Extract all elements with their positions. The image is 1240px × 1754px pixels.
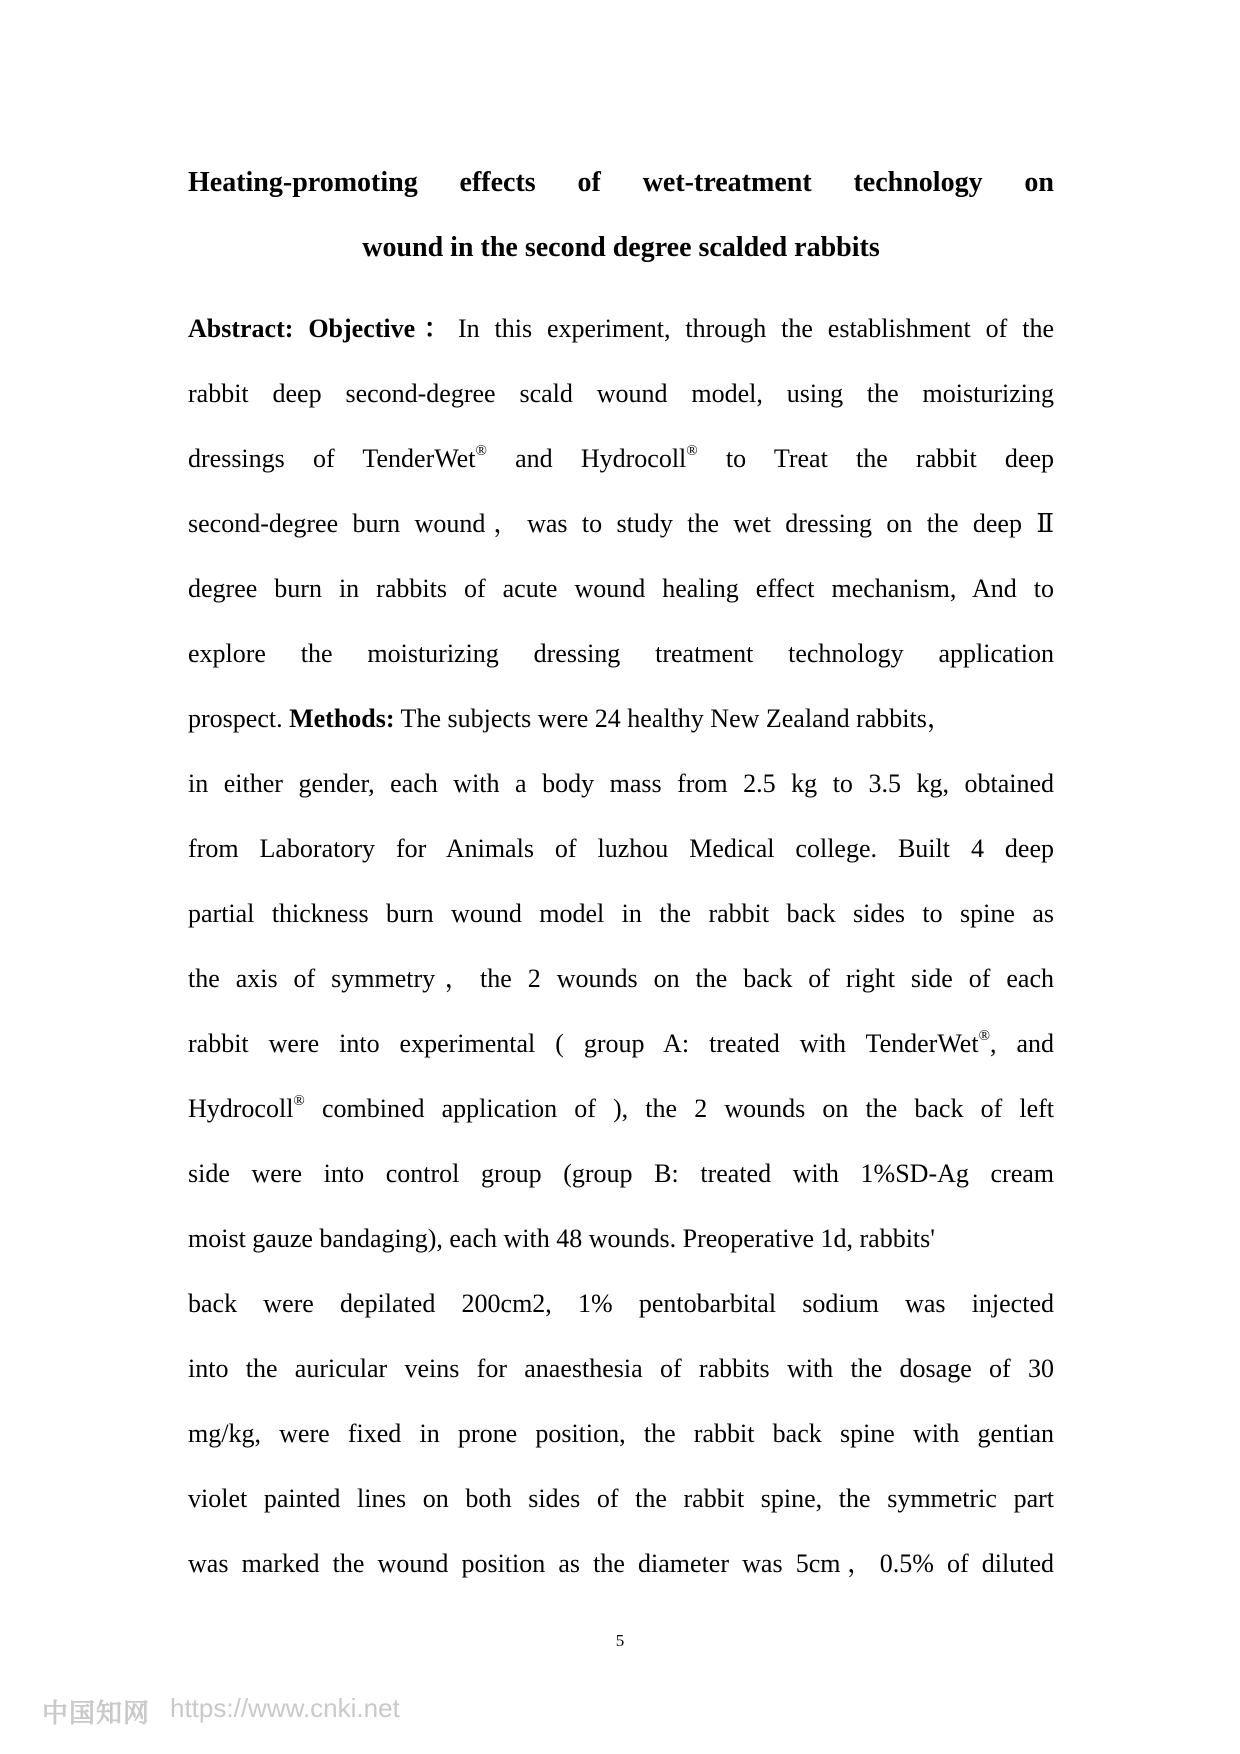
- registered-mark: ®: [686, 443, 698, 459]
- abstract-text: combined application of ), the 2 wounds on the back of left: [304, 1094, 1054, 1123]
- methods-label: Methods:: [289, 704, 395, 733]
- paper-title-line-1: Heating-promoting effects of wet-treatment technology on: [188, 167, 1054, 198]
- abstract-line: the axis of symmetry，the 2 wounds on the back of right side of each: [188, 964, 1054, 993]
- abstract-line: from Laboratory for Animals of luzhou Medical college. Built 4 deep: [188, 834, 1054, 863]
- abstract-line: [188, 426, 1054, 491]
- abstract-label: Abstract:: [188, 314, 294, 343]
- abstract-text: and Hydrocoll: [486, 444, 687, 473]
- cnki-watermark-logo: 中国知网: [42, 1698, 151, 1728]
- abstract-text: In this experiment, through the establishment of the: [457, 314, 1054, 343]
- objective-label: Objective: [308, 314, 416, 343]
- abstract-line: [188, 686, 1054, 751]
- abstract-line: partial thickness burn wound model in the rabbit back sides to spine as: [188, 899, 1054, 928]
- abstract-text: Hydrocoll: [188, 1094, 294, 1123]
- abstract-text: The subjects were 24 healthy New Zealand rabbits，: [394, 704, 953, 733]
- abstract-line: was marked the wound position as the diameter was 5cm，0.5% of diluted: [188, 1549, 1054, 1578]
- abstract-line: side were into control group (group B: treated with 1%SD-Ag cream: [188, 1159, 1054, 1188]
- abstract-text: to Treat the rabbit deep: [697, 444, 1054, 473]
- abstract-line: back were depilated 200cm2, 1% pentobarbital sodium was injected: [188, 1289, 1054, 1318]
- abstract-line: in either gender, each with a body mass from 2.5 kg to 3.5 kg, obtained: [188, 769, 1054, 798]
- page-number: 5: [615, 1631, 625, 1650]
- abstract-line: [188, 296, 1054, 361]
- registered-mark: ®: [475, 443, 487, 459]
- abstract-line: moist gauze bandaging), each with 48 wounds. Preoperative 1d, rabbits': [188, 1224, 935, 1253]
- abstract-line: violet painted lines on both sides of the rabbit spine, the symmetric part: [188, 1484, 1054, 1513]
- abstract-line: mg/kg, were fixed in prone position, the rabbit back spine with gentian: [188, 1419, 1054, 1448]
- registered-mark: ®: [293, 1093, 305, 1109]
- abstract-text: , and: [989, 1029, 1054, 1058]
- cnki-watermark-url: https://www.cnki.net: [170, 1693, 400, 1723]
- abstract-line: [188, 1076, 1054, 1141]
- abstract-line: rabbit deep second-degree scald wound model, using the moisturizing: [188, 379, 1054, 408]
- abstract-line: second-degree burn wound，was to study the wet dressing on the deep Ⅱ: [188, 509, 1054, 538]
- paper-title-line-2: wound in the second degree scalded rabbits: [362, 232, 880, 263]
- abstract-body: [188, 296, 1054, 1596]
- abstract-text: prospect.: [188, 704, 290, 733]
- abstract-line: explore the moisturizing dressing treatment technology application: [188, 639, 1054, 668]
- objective-colon: ：: [415, 314, 458, 343]
- abstract-text: dressings of TenderWet: [188, 444, 476, 473]
- abstract-line: into the auricular veins for anaesthesia of rabbits with the dosage of 30: [188, 1354, 1054, 1383]
- abstract-line: degree burn in rabbits of acute wound healing effect mechanism, And to: [188, 574, 1054, 603]
- registered-mark: ®: [978, 1028, 990, 1044]
- abstract-line: [188, 1011, 1054, 1076]
- abstract-text: rabbit were into experimental ( group A: treated with TenderWet: [188, 1029, 979, 1058]
